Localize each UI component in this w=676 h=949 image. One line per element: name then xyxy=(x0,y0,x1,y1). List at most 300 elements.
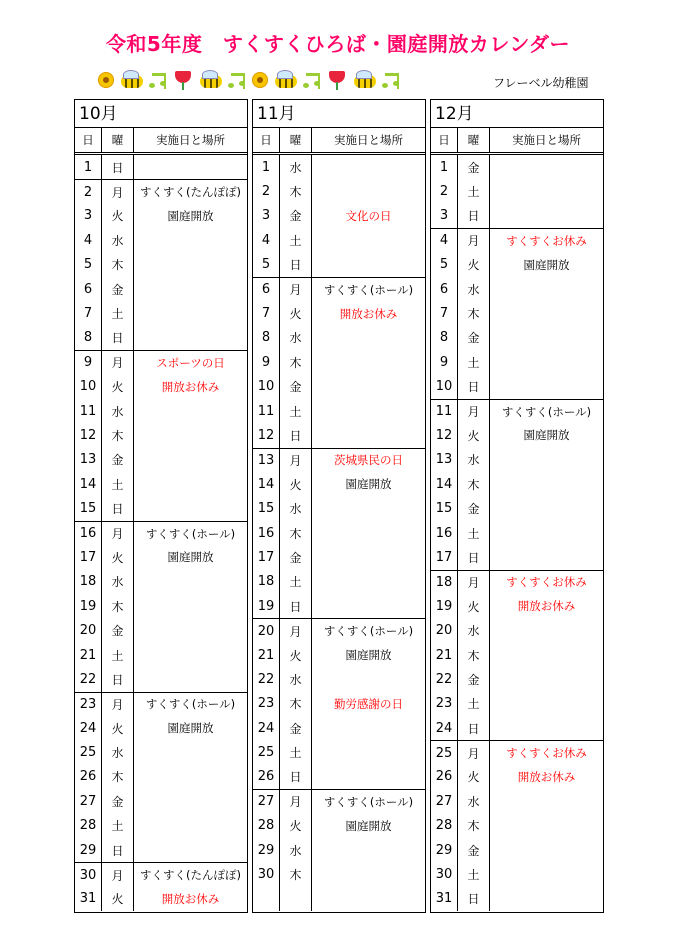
weekday-cell: 金 xyxy=(102,789,134,813)
weekday-cell: 木 xyxy=(280,350,312,374)
table-row xyxy=(253,618,425,642)
weekday-cell: 水 xyxy=(280,326,312,350)
day-cell: 30 xyxy=(431,862,458,886)
weekday-cell: 日 xyxy=(280,765,312,789)
table-row xyxy=(75,326,247,350)
bee-icon xyxy=(118,70,146,90)
table-row xyxy=(431,228,603,252)
event-cell xyxy=(312,545,425,569)
event-cell xyxy=(490,716,603,740)
weekday-cell: 土 xyxy=(102,301,134,325)
table-row xyxy=(75,448,247,472)
bee-icon xyxy=(197,70,225,90)
day-cell: 12 xyxy=(75,423,102,447)
weekday-cell: 火 xyxy=(280,814,312,838)
table-row xyxy=(431,570,603,594)
event-cell xyxy=(134,423,247,447)
weekday-cell: 金 xyxy=(280,545,312,569)
event-cell xyxy=(490,887,603,911)
table-row xyxy=(431,618,603,642)
table-row xyxy=(75,618,247,642)
table-row xyxy=(75,667,247,691)
weekday-cell: 土 xyxy=(280,570,312,594)
weekday-cell: 木 xyxy=(102,423,134,447)
day-cell: 27 xyxy=(75,789,102,813)
bee-icon xyxy=(272,70,300,90)
event-cell: すくすく(ホール) xyxy=(323,282,414,297)
weekday-cell: 月 xyxy=(280,619,312,642)
day-cell: 24 xyxy=(253,716,280,740)
event-cell xyxy=(490,350,603,374)
day-cell: 7 xyxy=(431,301,458,325)
weekday-cell: 土 xyxy=(280,399,312,423)
table-row xyxy=(253,838,425,862)
table-row xyxy=(253,350,425,374)
weekday-cell: 金 xyxy=(280,375,312,399)
table-row xyxy=(253,692,425,716)
table-row xyxy=(75,423,247,447)
table-row xyxy=(75,277,247,301)
event-cell xyxy=(134,228,247,252)
event-cell xyxy=(490,692,603,716)
table-row xyxy=(431,740,603,764)
weekday-cell: 月 xyxy=(458,400,490,423)
weekday-cell: 土 xyxy=(280,228,312,252)
weekday-cell: 水 xyxy=(280,155,312,179)
event-header: 実施日と場所 xyxy=(156,133,225,147)
table-row xyxy=(75,228,247,252)
day-cell: 28 xyxy=(431,814,458,838)
table-row xyxy=(253,253,425,277)
event-cell xyxy=(490,496,603,520)
tulip-icon xyxy=(172,70,194,90)
day-cell: 14 xyxy=(253,472,280,496)
event-cell xyxy=(312,423,425,447)
weekday-cell: 木 xyxy=(102,765,134,789)
day-cell: 8 xyxy=(431,326,458,350)
day-cell: 24 xyxy=(431,716,458,740)
event-cell xyxy=(134,253,247,277)
weekday-cell: 火 xyxy=(280,472,312,496)
event-cell xyxy=(312,179,425,203)
event-cell xyxy=(490,375,603,399)
day-cell: 2 xyxy=(431,179,458,203)
table-row xyxy=(253,887,425,911)
event-cell: 園庭開放 xyxy=(523,257,570,272)
page-title: 令和5年度 すくすくひろば・園庭開放カレンダー xyxy=(105,32,571,56)
event-cell xyxy=(134,472,247,496)
sunflower-icon xyxy=(251,70,269,90)
event-cell xyxy=(134,814,247,838)
event-cell: 開放お休み xyxy=(339,306,398,321)
event-cell: すくすく(ホール) xyxy=(323,794,414,809)
event-cell xyxy=(490,301,603,325)
day-cell: 12 xyxy=(431,423,458,447)
weekday-cell: 日 xyxy=(102,326,134,350)
day-cell: 11 xyxy=(253,399,280,423)
day-cell: 7 xyxy=(253,301,280,325)
day-cell: 29 xyxy=(253,838,280,862)
day-cell: 10 xyxy=(75,375,102,399)
school-name: フレーベル幼稚園 xyxy=(493,76,589,90)
weekday-cell: 日 xyxy=(280,594,312,618)
weekday-cell: 木 xyxy=(458,301,490,325)
event-cell xyxy=(312,862,425,886)
weekday-cell: 水 xyxy=(458,789,490,813)
day-cell: 31 xyxy=(431,887,458,911)
weekday-cell: 月 xyxy=(280,790,312,813)
weekday-cell: 水 xyxy=(280,838,312,862)
weekday-cell: 木 xyxy=(280,862,312,886)
day-cell: 5 xyxy=(431,253,458,277)
event-cell xyxy=(490,179,603,203)
weekday-cell: 火 xyxy=(458,594,490,618)
decoration-strip xyxy=(97,70,477,90)
day-cell: 24 xyxy=(75,716,102,740)
event-cell xyxy=(490,862,603,886)
weekday-cell: 土 xyxy=(458,692,490,716)
event-cell xyxy=(134,838,247,862)
table-row xyxy=(253,472,425,496)
event-cell: 園庭開放 xyxy=(345,818,392,833)
day-cell: 22 xyxy=(431,667,458,691)
day-cell: 3 xyxy=(75,204,102,228)
weekday-cell: 水 xyxy=(102,399,134,423)
table-row xyxy=(75,204,247,228)
event-header: 実施日と場所 xyxy=(512,133,581,147)
table-row xyxy=(253,667,425,691)
weekday-cell: 水 xyxy=(102,570,134,594)
day-cell: 18 xyxy=(431,571,458,594)
weekday-cell: 木 xyxy=(280,179,312,203)
event-cell: 園庭開放 xyxy=(345,648,392,662)
day-cell: 16 xyxy=(253,521,280,545)
day-cell: 20 xyxy=(75,618,102,642)
weekday-cell: 金 xyxy=(102,448,134,472)
table-row xyxy=(253,277,425,301)
day-cell: 27 xyxy=(431,789,458,813)
table-row xyxy=(75,179,247,203)
day-cell: 25 xyxy=(253,740,280,764)
weekday-cell: 火 xyxy=(280,301,312,325)
event-cell xyxy=(312,716,425,740)
event-cell xyxy=(312,350,425,374)
event-cell xyxy=(134,496,247,520)
day-cell: 5 xyxy=(75,253,102,277)
weekday-cell: 火 xyxy=(102,716,134,740)
event-cell xyxy=(312,570,425,594)
day-cell: 16 xyxy=(75,522,102,545)
day-cell: 14 xyxy=(75,472,102,496)
sunflower-icon xyxy=(97,70,115,90)
event-cell: 園庭開放 xyxy=(523,428,570,443)
event-cell xyxy=(134,667,247,691)
weekday-cell: 月 xyxy=(280,278,312,301)
music-note-icon xyxy=(149,70,169,90)
day-cell: 20 xyxy=(253,619,280,642)
event-cell xyxy=(312,326,425,350)
weekday-cell: 木 xyxy=(280,692,312,716)
table-row xyxy=(431,399,603,423)
day-cell xyxy=(253,887,280,911)
event-cell xyxy=(312,838,425,862)
event-cell xyxy=(490,277,603,301)
weekday-cell: 水 xyxy=(458,448,490,472)
weekday-cell: 月 xyxy=(458,741,490,764)
table-row xyxy=(75,570,247,594)
weekday-cell: 土 xyxy=(102,472,134,496)
day-cell: 21 xyxy=(75,643,102,667)
day-cell: 8 xyxy=(75,326,102,350)
table-row xyxy=(253,448,425,472)
day-cell: 8 xyxy=(253,326,280,350)
weekday-cell: 月 xyxy=(102,180,134,203)
event-cell xyxy=(134,594,247,618)
event-cell xyxy=(312,253,425,277)
table-row xyxy=(253,326,425,350)
weekday-cell: 日 xyxy=(280,253,312,277)
day-cell: 28 xyxy=(253,814,280,838)
event-cell xyxy=(490,643,603,667)
day-cell: 1 xyxy=(431,155,458,179)
day-cell: 7 xyxy=(75,301,102,325)
weekday-cell: 木 xyxy=(280,521,312,545)
day-cell: 17 xyxy=(75,545,102,569)
day-cell: 29 xyxy=(75,838,102,862)
event-cell xyxy=(490,789,603,813)
table-row xyxy=(431,789,603,813)
event-cell xyxy=(490,521,603,545)
event-cell xyxy=(134,448,247,472)
table-row xyxy=(253,301,425,325)
event-cell xyxy=(312,228,425,252)
month-label: 11月 xyxy=(253,100,425,128)
month-column xyxy=(252,99,426,913)
day-cell: 10 xyxy=(253,375,280,399)
day-cell: 13 xyxy=(75,448,102,472)
weekday-cell: 土 xyxy=(458,350,490,374)
event-cell: 文化の日 xyxy=(345,208,392,223)
weekday-cell: 土 xyxy=(458,521,490,545)
day-cell: 18 xyxy=(253,570,280,594)
weekday-cell: 水 xyxy=(102,740,134,764)
day-cell: 11 xyxy=(431,400,458,423)
event-cell xyxy=(490,545,603,569)
weekday-cell: 金 xyxy=(458,326,490,350)
event-cell xyxy=(490,326,603,350)
day-cell: 5 xyxy=(253,253,280,277)
event-cell: 勤労感謝の日 xyxy=(334,696,403,711)
day-cell: 3 xyxy=(253,204,280,228)
table-row xyxy=(75,838,247,862)
month-column xyxy=(74,99,248,913)
table-row xyxy=(75,814,247,838)
day-cell: 20 xyxy=(431,618,458,642)
table-row xyxy=(75,472,247,496)
weekday-cell: 金 xyxy=(458,667,490,691)
day-cell: 23 xyxy=(431,692,458,716)
event-cell xyxy=(134,789,247,813)
calendar-grid xyxy=(74,99,605,913)
table-row xyxy=(431,692,603,716)
event-cell xyxy=(134,326,247,350)
day-cell: 26 xyxy=(75,765,102,789)
event-cell: すくすく(ホール) xyxy=(323,624,414,639)
day-cell: 10 xyxy=(431,375,458,399)
table-row xyxy=(75,521,247,545)
day-cell: 28 xyxy=(75,814,102,838)
day-cell: 30 xyxy=(253,862,280,886)
day-cell: 22 xyxy=(75,667,102,691)
day-cell: 29 xyxy=(431,838,458,862)
table-row xyxy=(431,350,603,374)
weekday-cell: 火 xyxy=(280,643,312,667)
weekday-cell: 木 xyxy=(102,594,134,618)
weekday-cell: 月 xyxy=(102,863,134,886)
table-row xyxy=(253,814,425,838)
day-cell: 26 xyxy=(431,765,458,789)
weekday-cell: 日 xyxy=(102,838,134,862)
table-row xyxy=(431,277,603,301)
table-row xyxy=(75,375,247,399)
table-row xyxy=(431,423,603,447)
table-row xyxy=(75,692,247,716)
weekday-cell: 月 xyxy=(102,522,134,545)
weekday-cell: 日 xyxy=(458,887,490,911)
day-cell: 15 xyxy=(431,496,458,520)
event-cell: すくすくお休み xyxy=(506,746,587,761)
table-row xyxy=(75,643,247,667)
table-row xyxy=(431,594,603,618)
table-header xyxy=(253,128,425,155)
bee-icon xyxy=(351,70,379,90)
table-row xyxy=(253,375,425,399)
day-cell: 6 xyxy=(75,277,102,301)
day-cell: 4 xyxy=(431,229,458,252)
day-cell: 13 xyxy=(431,448,458,472)
event-cell: 開放お休み xyxy=(161,379,220,394)
table-header xyxy=(75,128,247,155)
table-row xyxy=(253,521,425,545)
day-cell: 6 xyxy=(431,277,458,301)
event-cell xyxy=(134,277,247,301)
table-row xyxy=(431,448,603,472)
table-row xyxy=(431,545,603,569)
weekday-cell: 水 xyxy=(280,496,312,520)
event-cell: 開放お休み xyxy=(517,599,576,614)
event-cell: すくすく(ホール) xyxy=(501,404,592,419)
event-header: 実施日と場所 xyxy=(334,133,403,147)
table-row xyxy=(431,667,603,691)
event-cell: すくすく(ホール) xyxy=(145,526,236,541)
day-cell: 16 xyxy=(431,521,458,545)
event-cell xyxy=(312,375,425,399)
day-cell: 11 xyxy=(75,399,102,423)
event-cell xyxy=(490,155,603,179)
table-row xyxy=(431,472,603,496)
table-row xyxy=(253,545,425,569)
day-cell: 12 xyxy=(253,423,280,447)
weekday-cell: 木 xyxy=(102,253,134,277)
table-row xyxy=(253,789,425,813)
day-header: 日 xyxy=(431,128,458,152)
event-cell: 茨城県民の日 xyxy=(334,453,403,468)
event-cell xyxy=(490,667,603,691)
event-cell: 園庭開放 xyxy=(167,721,214,736)
day-cell: 15 xyxy=(75,496,102,520)
weekday-cell: 火 xyxy=(458,253,490,277)
music-note-icon xyxy=(382,70,402,90)
weekday-cell: 水 xyxy=(458,277,490,301)
event-cell xyxy=(134,301,247,325)
weekday-cell: 金 xyxy=(280,204,312,228)
weekday-cell: 土 xyxy=(280,740,312,764)
day-cell: 14 xyxy=(431,472,458,496)
weekday-cell: 月 xyxy=(458,229,490,252)
weekday-cell: 火 xyxy=(458,765,490,789)
table-row xyxy=(75,716,247,740)
event-cell xyxy=(490,838,603,862)
weekday-cell: 月 xyxy=(458,571,490,594)
table-row xyxy=(431,887,603,911)
table-row xyxy=(431,814,603,838)
weekday-cell: 日 xyxy=(458,716,490,740)
day-header: 日 xyxy=(253,128,280,152)
event-cell: 開放お休み xyxy=(161,891,220,906)
weekday-cell: 土 xyxy=(458,862,490,886)
weekday-cell: 月 xyxy=(102,351,134,374)
event-cell xyxy=(134,618,247,642)
weekday-cell: 火 xyxy=(102,204,134,228)
table-row xyxy=(75,155,247,179)
day-cell: 6 xyxy=(253,278,280,301)
table-row xyxy=(253,716,425,740)
month-label: 12月 xyxy=(431,100,603,128)
weekday-cell: 土 xyxy=(102,643,134,667)
weekday-cell: 日 xyxy=(458,375,490,399)
tulip-icon xyxy=(326,70,348,90)
weekday-cell: 金 xyxy=(102,618,134,642)
weekday-cell: 金 xyxy=(458,496,490,520)
table-header xyxy=(431,128,603,155)
weekday-cell: 月 xyxy=(280,449,312,472)
day-cell: 23 xyxy=(75,693,102,716)
event-cell xyxy=(134,570,247,594)
table-row xyxy=(431,326,603,350)
table-row xyxy=(431,643,603,667)
day-cell: 22 xyxy=(253,667,280,691)
event-cell xyxy=(312,887,425,911)
event-cell: スポーツの日 xyxy=(156,355,225,370)
table-row xyxy=(431,204,603,228)
table-row xyxy=(431,375,603,399)
weekday-cell: 火 xyxy=(102,887,134,911)
event-cell xyxy=(312,155,425,179)
table-row xyxy=(75,496,247,520)
weekday-cell: 金 xyxy=(458,838,490,862)
weekday-cell: 日 xyxy=(458,545,490,569)
table-row xyxy=(431,155,603,179)
day-cell: 13 xyxy=(253,449,280,472)
weekday-cell: 金 xyxy=(280,716,312,740)
day-cell: 4 xyxy=(253,228,280,252)
day-cell: 3 xyxy=(431,204,458,228)
table-row xyxy=(75,594,247,618)
table-row xyxy=(75,765,247,789)
table-row xyxy=(431,862,603,886)
weekday-cell: 日 xyxy=(458,204,490,228)
table-row xyxy=(253,228,425,252)
